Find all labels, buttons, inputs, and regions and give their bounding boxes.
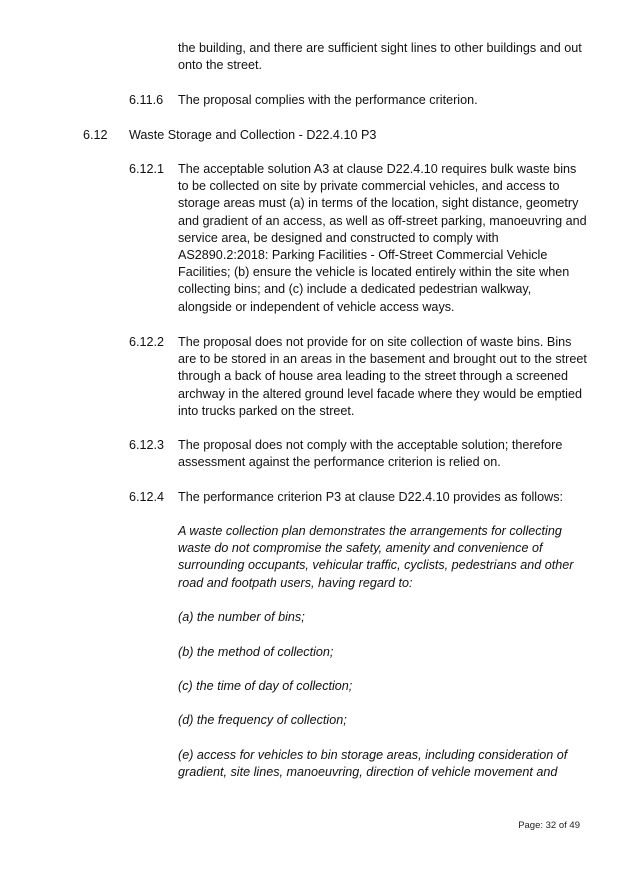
quote-item-e: (e) access for vehicles to bin storage areas, including consideration of gradient, site lines, manoeuvring, direction of vehicle movement and (178, 748, 568, 780)
quote-item-a: (a) the number of bins; (178, 610, 305, 624)
paragraph-number-6-12-2: 6.12.2 (129, 335, 165, 349)
quote-item-b: (b) the method of collection; (178, 645, 334, 659)
paragraph-number-6-12-1: 6.12.1 (129, 162, 165, 176)
section-title: Waste Storage and Collection - D22.4.10 P3 (129, 128, 377, 142)
paragraph-6-12-2: The proposal does not provide for on site collection of waste bins. Bins are to be stored in an areas in the basement and brought out to the street through a back of house area leading to the street through a screened archway in the altered ground level facade where they would be emptied into trucks parked on the street. (178, 335, 587, 418)
section-number: 6.12 (83, 128, 108, 142)
paragraph-6-11-6: The proposal complies with the performance criterion. (178, 93, 478, 107)
paragraph-6-12-1: The acceptable solution A3 at clause D22.4.10 requires bulk waste bins to be collected on site by private commercial vehicles, and access to storage areas must (a) in terms of the location, sight distance, geometry and gradient of an access, as well as off-street parking, manoeuvring and service area, be designed and constructed to comply with AS2890.2:2018: Parking Facilities - Off-Street Commercial Vehicle Facilities; (b) ensure the vehicle is located entirely within the site when collecting bins; and (c) include a dedicated pedestrian walkway, alongside or independent of vehicle access ways. (178, 162, 587, 314)
paragraph-number-6-12-4: 6.12.4 (129, 490, 165, 504)
paragraph-number-6-11-6: 6.11.6 (129, 93, 164, 107)
quote-item-d: (d) the frequency of collection; (178, 713, 347, 727)
quote-item-c: (c) the time of day of collection; (178, 679, 353, 693)
page-footer: Page: 32 of 49 (518, 820, 580, 831)
paragraph-6-12-3: The proposal does not comply with the acceptable solution; therefore assessment against the performance criterion is relied on. (178, 438, 563, 470)
paragraph-number-6-12-3: 6.12.3 (129, 438, 165, 452)
continuation-paragraph: the building, and there are sufficient sight lines to other buildings and out onto the street. (178, 41, 582, 73)
quote-intro: A waste collection plan demonstrates the arrangements for collecting waste do not compromise the safety, amenity and convenience of surrounding occupants, vehicular traffic, cyclists, pedestrians and other road and footpath users, having regard to: (178, 524, 574, 590)
paragraph-6-12-4: The performance criterion P3 at clause D22.4.10 provides as follows: (178, 490, 564, 504)
